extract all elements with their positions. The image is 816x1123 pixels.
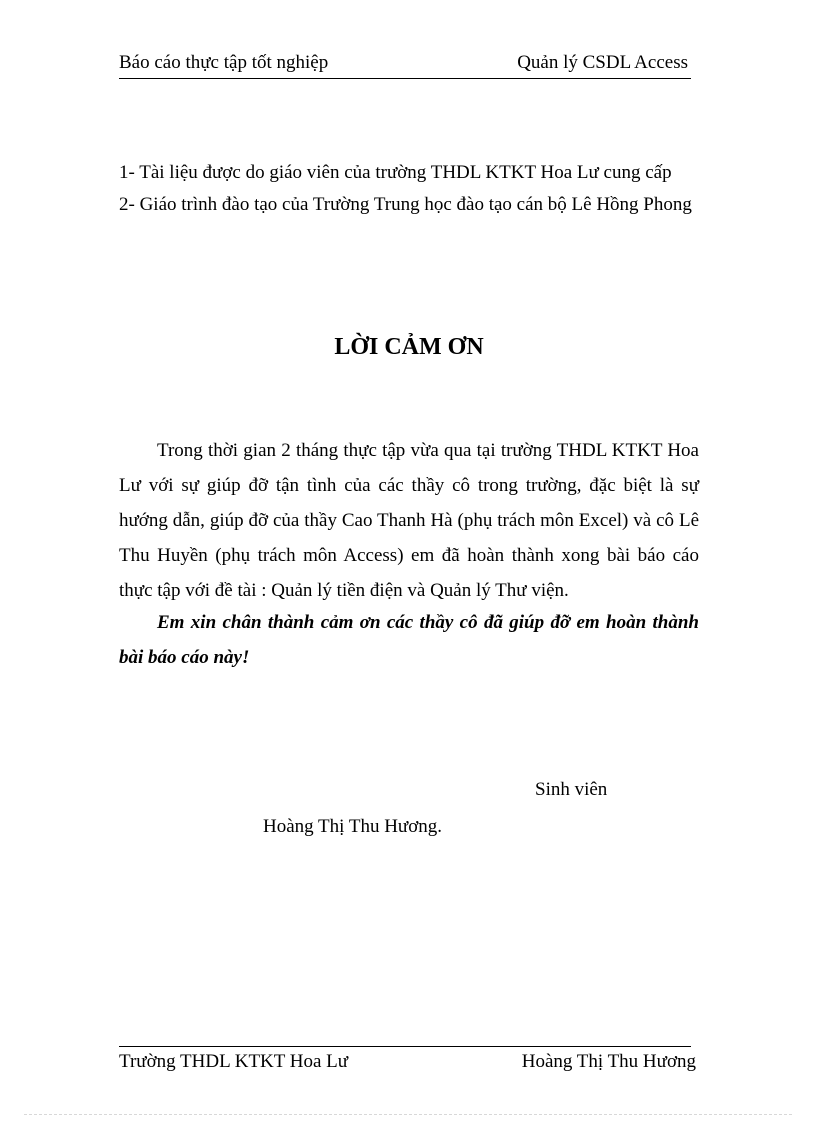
- acknowledgement-paragraph: Trong thời gian 2 tháng thực tập vừa qua tại trường THDL KTKT Hoa Lư với sự giúp đỡ tận tình của các thầy cô trong trường, đặc biệt là sự hướng dẫn, giúp đỡ của thầy Cao Thanh Hà (phụ trách môn Excel) và cô Lê Thu Huyền (phụ trách môn Access) em đã hoàn thành xong bài báo cáo thực tập với đề tài : Quản lý tiền điện và Quản lý Thư viện.: [119, 440, 699, 601]
- footer-school: Trường THDL KTKT Hoa Lư: [119, 1051, 349, 1072]
- header-subject: Quản lý CSDL Access: [517, 52, 688, 73]
- reference-item: 2- Giáo trình đào tạo của Trường Trung học đào tạo cán bộ Lê Hồng Phong: [119, 194, 692, 215]
- section-title: LỜI CẢM ƠN: [334, 334, 484, 360]
- footer-author: Hoàng Thị Thu Hương: [521, 1051, 696, 1072]
- page-footer: [119, 1046, 696, 1077]
- page-boundary: [24, 1114, 792, 1115]
- header-report-title: Báo cáo thực tập tốt nghiệp: [119, 52, 329, 73]
- page-header: [119, 52, 691, 79]
- signature-name: Hoàng Thị Thu Hương.: [263, 816, 443, 837]
- signature-role: Sinh viên: [535, 779, 608, 800]
- reference-item: 1- Tài liệu được do giáo viên của trường THDL KTKT Hoa Lư cung cấp: [119, 162, 672, 183]
- thanks-paragraph: Em xin chân thành cảm ơn các thầy cô đã giúp đỡ em hoàn thành bài báo cáo này!: [119, 612, 699, 668]
